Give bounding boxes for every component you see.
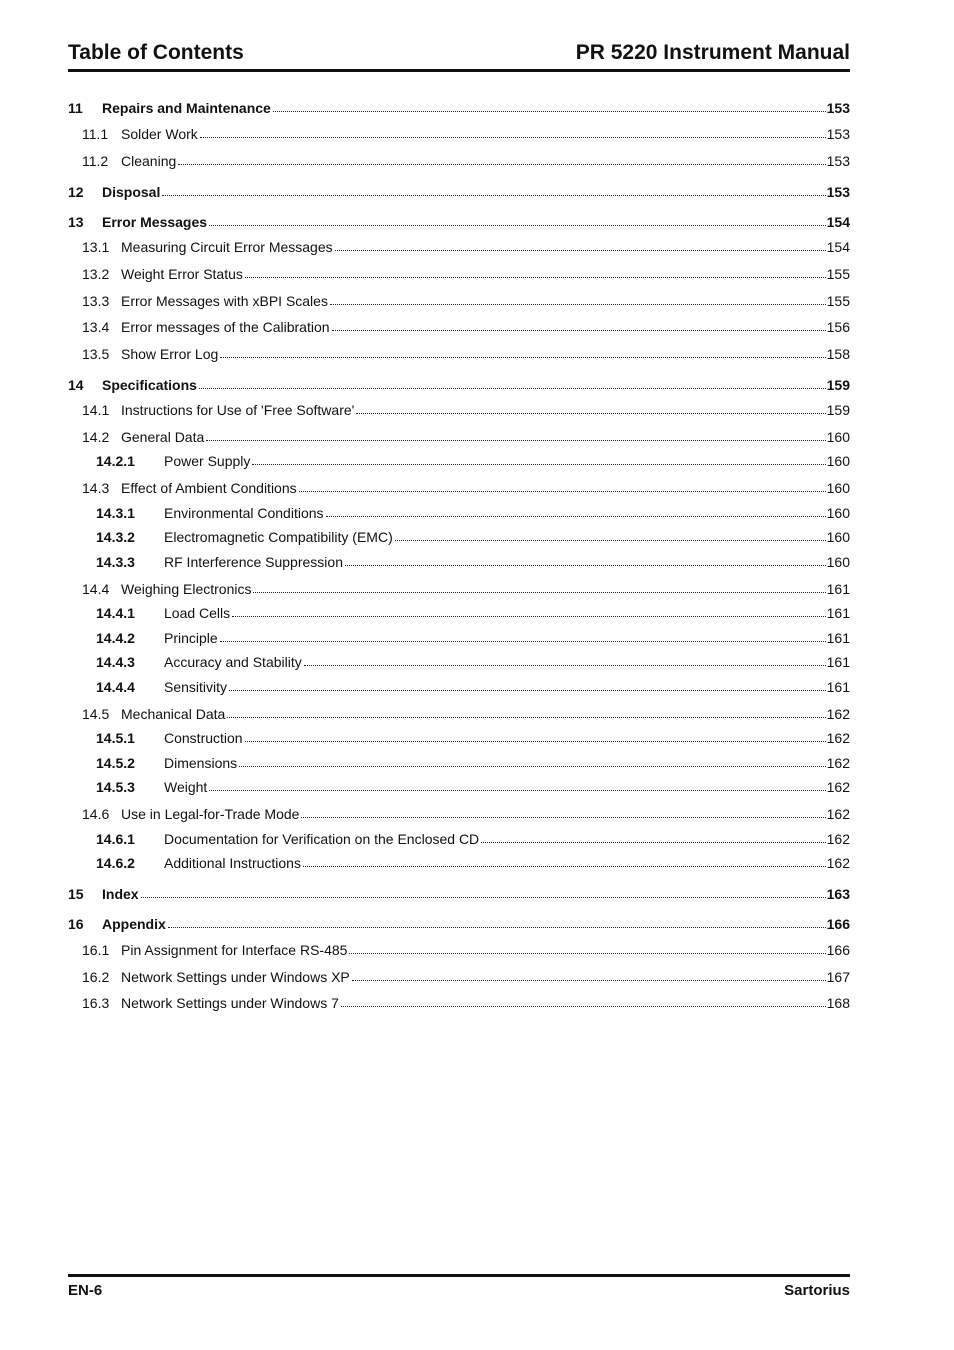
toc-dot-leader (253, 592, 825, 593)
toc-entry[interactable] (68, 210, 850, 230)
toc-entry-number: 11.2 (82, 153, 109, 169)
toc-dot-leader (199, 388, 826, 389)
toc-entry-title: Additional Instructions (164, 855, 301, 871)
toc-entry[interactable] (68, 912, 850, 932)
toc-entry-page: 156 (826, 319, 850, 335)
toc-entry-title: Measuring Circuit Error Messages (121, 239, 333, 255)
toc-entry-title: Weight (164, 779, 208, 795)
toc-entry-page: 162 (826, 806, 850, 822)
toc-entry-title: Instructions for Use of 'Free Software' (121, 402, 355, 418)
toc-entry-number: 14.3.3 (96, 554, 135, 570)
toc-entry-page: 153 (826, 126, 850, 142)
toc-entry-title: Show Error Log (121, 346, 219, 362)
toc-dot-leader (356, 413, 825, 414)
toc-entry-title: RF Interference Suppression (164, 554, 343, 570)
toc-entry[interactable] (68, 96, 850, 116)
toc-entry-number: 14.6.1 (96, 831, 135, 847)
toc-entry-number: 16.1 (82, 942, 110, 958)
toc-entry-number: 14.2.1 (96, 453, 135, 469)
toc-entry[interactable] (68, 180, 850, 200)
header-section-title: Table of Contents (68, 41, 244, 64)
toc-entry-title: Load Cells (164, 605, 231, 621)
toc-entry-number: 14.2 (82, 429, 110, 445)
toc-entry-page: 155 (826, 293, 850, 309)
toc-entry-number: 13 (68, 214, 84, 230)
toc-entry-title: Power Supply (164, 453, 251, 469)
toc-entry[interactable] (68, 476, 850, 496)
toc-entry-number: 14.5.1 (96, 730, 135, 746)
toc-entry-page: 159 (826, 377, 850, 393)
toc-entry-page: 162 (826, 855, 850, 871)
toc-entry-title: Dimensions (164, 755, 238, 771)
toc-dot-leader (206, 440, 825, 441)
toc-entry[interactable] (68, 577, 850, 597)
page-number: EN-6 (68, 1282, 103, 1299)
toc-entry[interactable] (68, 373, 850, 393)
toc-dot-leader (239, 766, 826, 767)
toc-entry-title: Error messages of the Calibration (121, 319, 330, 335)
toc-entry-title: Electromagnetic Compatibility (EMC) (164, 529, 393, 545)
toc-entry-number: 14.4.2 (96, 630, 135, 646)
toc-entry-number: 14.6.2 (96, 855, 135, 871)
toc-entry-page: 153 (826, 184, 850, 200)
header-manual-title: PR 5220 Instrument Manual (575, 41, 850, 64)
toc-entry-number: 16 (68, 916, 84, 932)
toc-dot-leader (352, 980, 826, 981)
toc-dot-leader (304, 665, 826, 666)
toc-dot-leader (245, 741, 826, 742)
toc-entry-title: Network Settings under Windows XP (121, 969, 350, 985)
toc-entry[interactable] (68, 938, 850, 958)
toc-entry-title: Pin Assignment for Interface RS-485 (121, 942, 348, 958)
toc-entry[interactable] (68, 991, 850, 1011)
toc-entry-page: 160 (826, 480, 850, 496)
toc-entry-page: 154 (826, 239, 850, 255)
toc-entry-number: 13.1 (82, 239, 110, 255)
toc-dot-leader (227, 717, 825, 718)
toc-entry-number: 14.5.3 (96, 779, 135, 795)
toc-entry-number: 11.1 (82, 126, 109, 142)
toc-dot-leader (209, 225, 826, 226)
toc-entry-page: 161 (826, 630, 850, 646)
toc-entry[interactable] (68, 122, 850, 142)
toc-entry-title: Effect of Ambient Conditions (121, 480, 297, 496)
page-header (68, 38, 850, 72)
toc-entry[interactable] (68, 262, 850, 282)
toc-entry-title: Error Messages (102, 214, 208, 230)
toc-dot-leader (178, 164, 825, 165)
toc-entry-number: 14.5.2 (96, 755, 135, 771)
toc-entry-title: Accuracy and Stability (164, 654, 302, 670)
toc-entry-page: 160 (826, 453, 850, 469)
toc-entry-page: 161 (826, 654, 850, 670)
toc-entry-number: 14.4.1 (96, 605, 135, 621)
toc-entry[interactable] (68, 525, 850, 545)
toc-entry-title: Repairs and Maintenance (102, 100, 271, 116)
toc-dot-leader (335, 250, 826, 251)
toc-entry-title: Weight Error Status (121, 266, 243, 282)
toc-entry-page: 163 (826, 886, 850, 902)
toc-entry-number: 14.3.1 (96, 505, 135, 521)
toc-entry[interactable] (68, 726, 850, 746)
toc-entry-title: Principle (164, 630, 218, 646)
toc-entry-title: Appendix (102, 916, 166, 932)
toc-entry[interactable] (68, 289, 850, 309)
toc-entry-number: 13.4 (82, 319, 110, 335)
toc-entry-page: 162 (826, 779, 850, 795)
toc-entry-page: 154 (826, 214, 850, 230)
toc-entry-page: 162 (826, 831, 850, 847)
toc-entry-number: 13.5 (82, 346, 110, 362)
toc-dot-leader (245, 277, 826, 278)
toc-dot-leader (162, 195, 825, 196)
toc-entry[interactable] (68, 851, 850, 871)
toc-entry[interactable] (68, 650, 850, 670)
toc-entry-title: Network Settings under Windows 7 (121, 995, 339, 1011)
toc-entry[interactable] (68, 965, 850, 985)
toc-entry-page: 162 (826, 730, 850, 746)
toc-entry[interactable] (68, 675, 850, 695)
toc-entry[interactable] (68, 802, 850, 822)
toc-dot-leader (168, 927, 826, 928)
toc-entry-title: Index (102, 886, 139, 902)
toc-entry-page: 160 (826, 529, 850, 545)
toc-dot-leader (341, 1006, 826, 1007)
toc-entry-title: Specifications (102, 377, 197, 393)
toc-entry-page: 168 (826, 995, 850, 1011)
toc-dot-leader (252, 464, 825, 465)
toc-dot-leader (395, 540, 826, 541)
toc-dot-leader (141, 897, 826, 898)
toc-entry-page: 161 (826, 679, 850, 695)
toc-entry-title: General Data (121, 429, 205, 445)
toc-entry-page: 153 (826, 153, 850, 169)
toc-entry-title: Error Messages with xBPI Scales (121, 293, 328, 309)
toc-entry[interactable] (68, 425, 850, 445)
toc-dot-leader (273, 111, 826, 112)
toc-entry[interactable] (68, 626, 850, 646)
toc-dot-leader (326, 516, 826, 517)
toc-entry[interactable] (68, 149, 850, 169)
toc-entry-page: 167 (826, 969, 850, 985)
toc-entry-number: 14.4.3 (96, 654, 135, 670)
toc-dot-leader (303, 866, 826, 867)
toc-entry[interactable] (68, 315, 850, 335)
toc-entry[interactable] (68, 235, 850, 255)
toc-entry[interactable] (68, 751, 850, 771)
toc-dot-leader (229, 690, 826, 691)
toc-entry-page: 160 (826, 554, 850, 570)
toc-dot-leader (330, 304, 826, 305)
toc-dot-leader (481, 842, 825, 843)
toc-entry-number: 14.1 (82, 402, 110, 418)
toc-entry-title: Weighing Electronics (121, 581, 252, 597)
toc-entry[interactable] (68, 550, 850, 570)
toc-entry-number: 14.6 (82, 806, 110, 822)
toc-entry[interactable] (68, 882, 850, 902)
toc-dot-leader (301, 817, 825, 818)
toc-entry-title: Construction (164, 730, 243, 746)
toc-entry-number: 14.5 (82, 706, 110, 722)
toc-entry-page: 155 (826, 266, 850, 282)
toc-entry-number: 11 (68, 100, 83, 116)
toc-entry-number: 12 (68, 184, 84, 200)
toc-entry-page: 166 (826, 942, 850, 958)
toc-entry-number: 13.2 (82, 266, 110, 282)
toc-entry-title: Mechanical Data (121, 706, 226, 722)
toc-entry-title: Documentation for Verification on the Enclosed CD (164, 831, 480, 847)
toc-entry-page: 166 (826, 916, 850, 932)
toc-entry-number: 14.4.4 (96, 679, 135, 695)
toc-entry-title: Cleaning (121, 153, 177, 169)
toc-entry-page: 162 (826, 706, 850, 722)
toc-dot-leader (299, 491, 826, 492)
toc-entry-page: 160 (826, 505, 850, 521)
toc-entry-page: 153 (826, 100, 850, 116)
toc-entry-page: 159 (826, 402, 850, 418)
toc-entry[interactable] (68, 342, 850, 362)
toc-entry-number: 16.2 (82, 969, 110, 985)
page-footer (68, 1274, 850, 1299)
publisher-name: Sartorius (784, 1282, 850, 1299)
toc-entry-page: 162 (826, 755, 850, 771)
toc-dot-leader (200, 137, 826, 138)
toc-entry[interactable] (68, 775, 850, 795)
toc-entry[interactable] (68, 501, 850, 521)
toc-entry-number: 14.3 (82, 480, 110, 496)
toc-entry[interactable] (68, 827, 850, 847)
toc-entry[interactable] (68, 702, 850, 722)
toc-entry-number: 16.3 (82, 995, 110, 1011)
toc-entry-title: Disposal (102, 184, 161, 200)
toc-entry[interactable] (68, 449, 850, 469)
toc-entry-page: 158 (826, 346, 850, 362)
toc-dot-leader (220, 357, 825, 358)
toc-entry-page: 161 (826, 605, 850, 621)
toc-dot-leader (345, 565, 826, 566)
toc-entry[interactable] (68, 601, 850, 621)
toc-entry-page: 161 (826, 581, 850, 597)
toc-entry-number: 15 (68, 886, 84, 902)
toc-entry-number: 14.4 (82, 581, 110, 597)
toc-entry-title: Use in Legal-for-Trade Mode (121, 806, 300, 822)
toc-entry-title: Solder Work (121, 126, 198, 142)
toc-entry[interactable] (68, 398, 850, 418)
toc-dot-leader (209, 790, 825, 791)
toc-dot-leader (220, 641, 826, 642)
toc-entry-number: 14 (68, 377, 84, 393)
toc-entry-page: 160 (826, 429, 850, 445)
toc-entry-title: Environmental Conditions (164, 505, 324, 521)
toc-dot-leader (349, 953, 825, 954)
toc-dot-leader (332, 330, 826, 331)
toc-entry-number: 13.3 (82, 293, 110, 309)
toc-entry-number: 14.3.2 (96, 529, 135, 545)
toc-dot-leader (232, 616, 825, 617)
toc-entry-title: Sensitivity (164, 679, 228, 695)
